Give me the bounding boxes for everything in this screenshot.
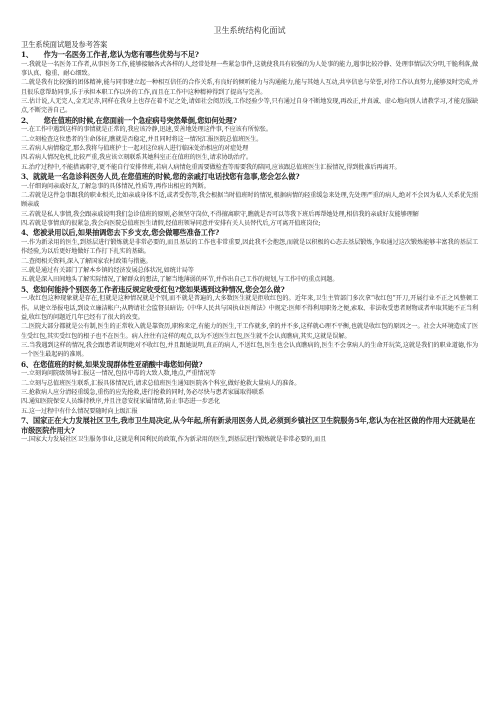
- answer-paragraph: 一.作为新录用的医生,到基层进行锻炼就是非常必要的,而且基层的工作也非常重要,因此我不会抱怨,而就是以积极的心态去基层锻炼,争取通过这次锻炼能够丰富我的基层工作经验,为以后更好地做好工作打下扎实的基础。: [21, 238, 478, 256]
- answer-paragraph: 五.就是深入田间地头了解实际情况,了解群众的想法,了解当地薄弱的环节,并作出自己工作的规划,与工作中的重点问题。: [21, 276, 339, 284]
- qa-sections: [21, 50, 478, 444]
- answer-paragraph: 五.这一过程中有什么情况要随时向上级汇报: [21, 407, 138, 415]
- answer-paragraph: 三.若就是私人事情,我会跟亲戚说明我们急诊值班的原则,必须坚守岗位,不得擅离职守,瞧就是否可以等我下班后再帮她处理,相信我的亲戚好友能够理解: [21, 210, 419, 218]
- answer-paragraph: 四.若就是事情真的很紧急,我会向医院总值班医生请假,经值班领导同意并安排有关人员替代后,方可离开值班岗位;: [21, 219, 321, 227]
- document-title: 卫生系统结构化面试: [213, 26, 286, 35]
- question-heading: 1、 作为一名医务工作者,您认为您有哪些优势与不足?: [21, 50, 199, 59]
- question-heading: 3、就就是一名急诊科医务人员,在您值班的时候,您的亲戚打电话找您有急事,您会怎么做?: [21, 171, 300, 181]
- answer-paragraph: 一.仔细询问亲戚好友,了解急事的具体情况,性质等,再作出相应的判断。: [21, 182, 210, 190]
- answer-paragraph: 四.若病人情况危机,比较严重,我应该立刻联系其她科室正在值班的医生,请求协助治疗。: [21, 154, 252, 162]
- qa-section: [21, 416, 478, 445]
- qa-section: [21, 285, 478, 360]
- document-subtitle: 卫生系统面试题及参考答案: [21, 40, 108, 49]
- question-heading: 6、在您值班的时候,如果发现群体性亚硝酸中毒您如何做?: [21, 359, 203, 369]
- answer-paragraph: 一.收红包这种现象就是存在,但就是这种情况就是个别,而不就是普遍的,大多数医生就是拒收红包的。近年来,卫生主管部门多次拿“收红包”开刀,开展行业不正之风整顿工作。从建立举报电话,到设立廉洁帐户;从聘请社会监督员暗访;《中华人民共与国执业医师法》中规定:医师不得利用职务之便,索取、非法收受患者财物或者牟取其她不正当利益,收红包的问题近几年已经有了很大的改变。: [21, 295, 478, 321]
- question-heading: 2、 您在值班的时候,在您面前一个急症病号突然晕倒,您如何处理?: [21, 115, 237, 125]
- answer-paragraph: 三.若病人病情稳定,那么我将与值班护士一起对这位病人进行临床处治相应的对症处理: [21, 144, 249, 152]
- answer-paragraph: 一.立刻询问院级领导汇报这一情况,包括中毒的大致人数,地点,严重情况等: [21, 370, 216, 378]
- question-heading: 4、您被录用以后,如果抽调您去下乡支农,您会做哪些准备工作?: [21, 228, 220, 238]
- answer-paragraph: 二.就是我有比较强的团体精神,能与同事建立起一种相互信任的合作关系,有良好的倾听能力与沟通能力,能与其她人互动,共享信息与荣誉,对待工作认真努力,能够及时完成,并且很乐意帮助同事,乐于承担本职工作以外的工作,而且在工作中这种精神得到了提高与完善。: [21, 79, 478, 96]
- answer-paragraph: 二.立刻与总值班医生联系,汇报具体情况后,请求总值班医生通知医院各个科室,做好抢救大量病人的准备。: [21, 379, 301, 387]
- qa-section: [21, 228, 478, 284]
- question-heading: 7、国家正在大力发展社区卫生,我市卫生局决定,从今年起,所有新录用医务人员,必须到乡镇社区卫生院服务5年,您认为在社区做的作用大还就是在市级医院作用大?: [21, 415, 476, 435]
- qa-section: [21, 172, 478, 228]
- question-heading: 5、您如何能持个别医务工作者违反规定收受红包?您如果遇到这种情况,您会怎么做?: [21, 284, 285, 294]
- qa-section: [21, 50, 478, 116]
- answer-paragraph: 一.在工作中遇到这样的事情就是正常的,我应该冷静,迅速,妥善地处理这件事,不应该有所惊张。: [21, 126, 272, 134]
- answer-paragraph: 一.国家大力发展社区卫生服务事业,这就是利国利民的政策,作为新录用的医生,到基层进行锻炼就是非常必要的,而且: [21, 436, 327, 444]
- answer-paragraph: 三.当我遇到这样的情况,我会跟患者说明绝对不收红包,并且跟她说明,真正的病人,不送红包,医生也会认真瞧病的,医生不会拿病人的生命开玩笑,这就是我们的职业道德,作为一个医生最起码的准则。: [21, 341, 478, 359]
- qa-section: [21, 360, 478, 416]
- answer-paragraph: 三.估计说,人无完人,金无足赤,同样在我身上也存在着不足之处,请如社会阅历浅,工作经验少等,只有通过自身不断地发现,再改正,并真诚、虚心地向别人请教学习,才能克服缺点,不断完善自己。: [21, 97, 478, 115]
- answer-paragraph: 五.治疗过程中,不能措离职守,更不能自行安排替班,若病人病情危重需要做检查等需要我的陪同,应该跟总值班医生汇报情况,得到批准后再离开。: [21, 163, 401, 171]
- answer-paragraph: 四.通知医院保安人员维持秩序,并且注意安抚家属情绪,防止事态进一步恶化: [21, 398, 220, 406]
- answer-paragraph: 二.若就是这件急事跟我的职业相关,比如亲戚身体不适,或者受伤等,我会根据当时值班时的情况,根据病情的轻重缓急来处理,先处理严重的病人,绝对不会因为私人关系优先照顾亲戚: [21, 191, 478, 209]
- answer-paragraph: 三.就是通过有关部门了解本乡镇的经济发展总体状况,如统计局等: [21, 266, 194, 274]
- answer-paragraph: 二.查阅相关资料,深入了解国家农村政策与措施。: [21, 257, 152, 265]
- qa-section: [21, 116, 478, 172]
- answer-paragraph: 三.抢救病人应分清轻重缓急,重伤的应先抢救,进行抢救的同时,务必尽快与患者家属取得联系: [21, 388, 264, 396]
- answer-paragraph: 一.我就是一名医务工作者,从事医务工作,能够接触各式各样的人,经常处理一些紧急事件,这就使我具有较强的为人处事的能力,遇事比较冷静、处理事情层次分明,干脆利落,做事认真、稳重、耐心细致。: [21, 60, 478, 77]
- answer-paragraph: 二.立刻检查这位患者的生命体征,瞧就是否稳定,并且同时将这一情况汇报医院总值班医生。: [21, 135, 263, 143]
- answer-paragraph: 二.医院大部分都就是公有制,医生的正常收入就是靠资历,职称来定,有能力的医生,干工作就多,拿的并不多,这样就心理不平衡,也就是收红包的原因之一。社会大环境造成了医生受红包,其实受红包的根子也不在医生。病人往往有这样的观点,以为不送医生红包,医生就不会认真瞧病,其实,这就是误解。: [21, 323, 478, 340]
